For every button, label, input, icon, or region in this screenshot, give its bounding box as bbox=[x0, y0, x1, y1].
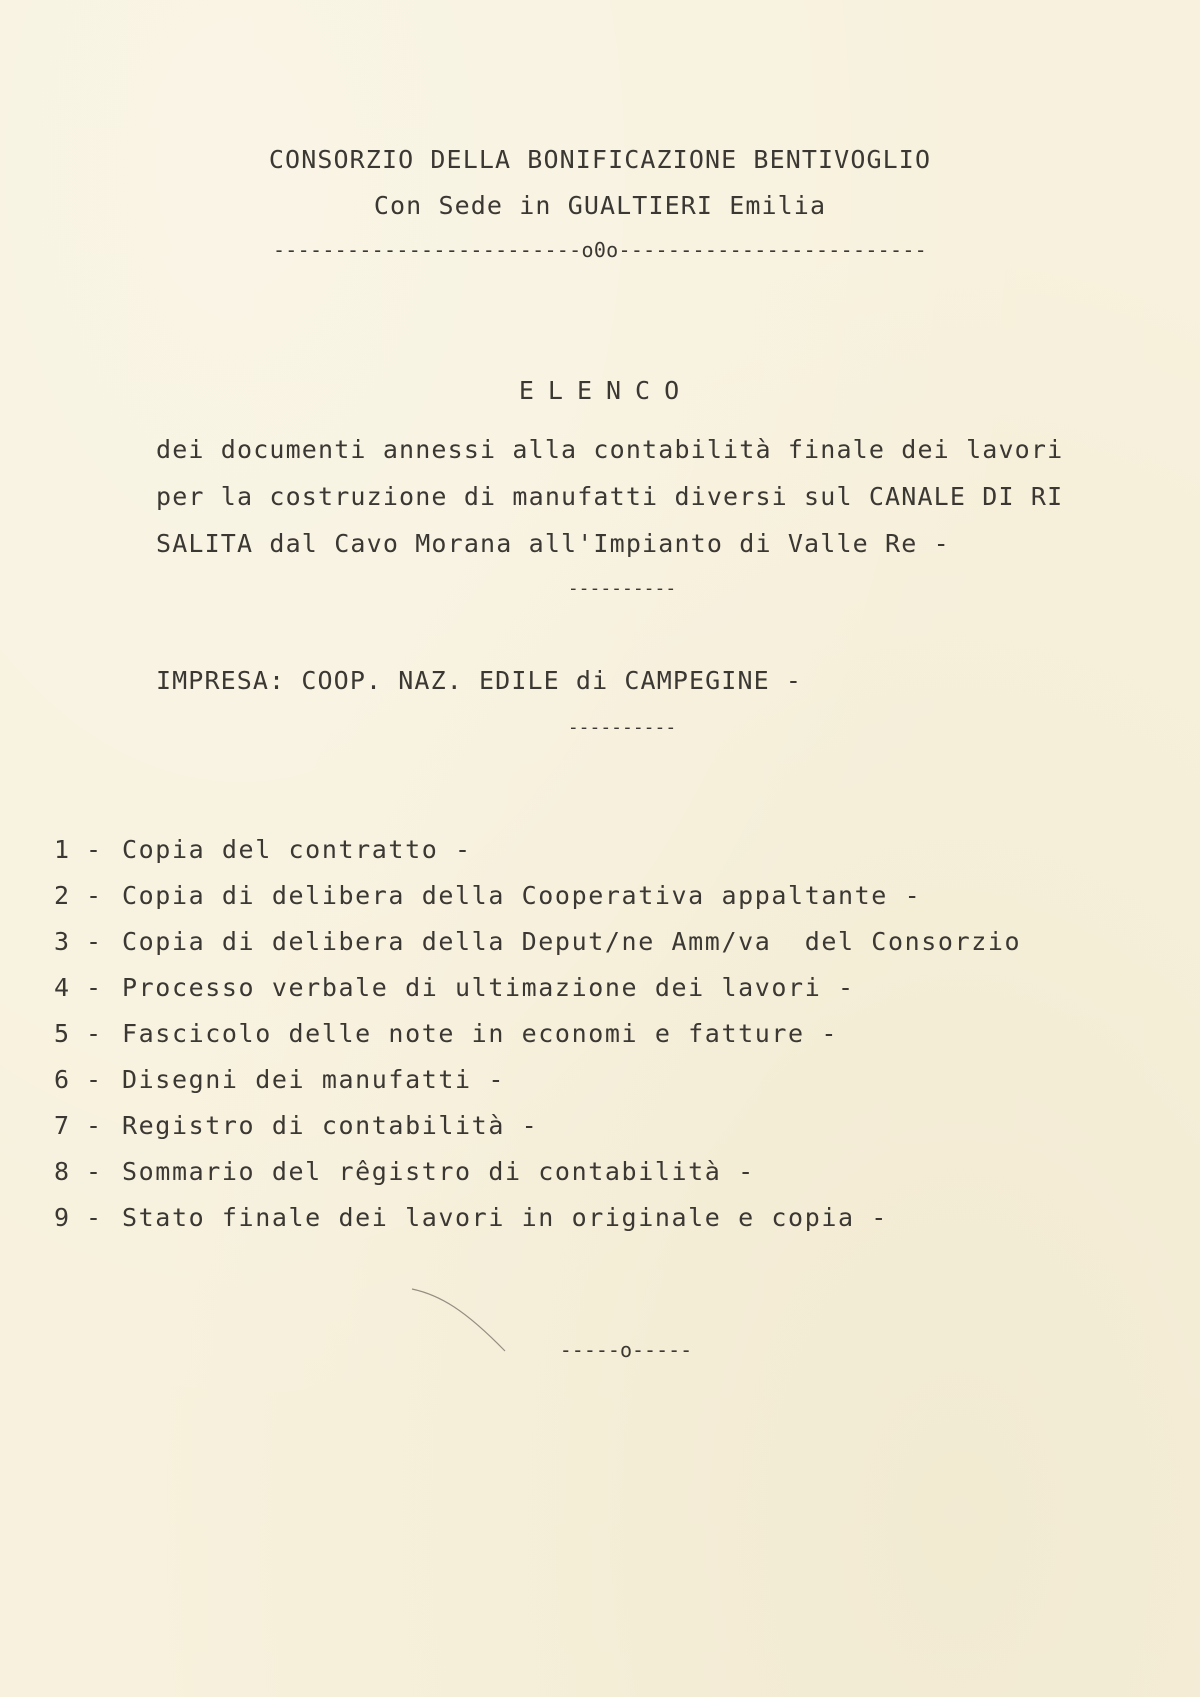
item-number: 4 bbox=[54, 973, 70, 1002]
description-line-1: dei documenti annessi alla contabilità finale dei lavori bbox=[156, 435, 1064, 464]
item-text: Stato finale dei lavori in originale e copia - bbox=[122, 1203, 888, 1232]
item-number: 2 bbox=[54, 881, 70, 910]
company-rule: ---------- bbox=[567, 717, 677, 738]
item-number: 1 bbox=[54, 835, 70, 864]
item-dash: - bbox=[86, 1065, 102, 1094]
org-heading: CONSORZIO DELLA BONIFICAZIONE BENTIVOGLIO bbox=[268, 145, 932, 174]
item-dash: - bbox=[86, 1203, 102, 1232]
item-text: Disegni dei manufatti - bbox=[122, 1065, 505, 1094]
item-number: 7 bbox=[54, 1111, 70, 1140]
description-line-3: SALITA dal Cavo Morana all'Impianto di Valle Re - bbox=[156, 529, 950, 558]
item-number: 6 bbox=[54, 1065, 70, 1094]
item-dash: - bbox=[86, 1111, 102, 1140]
item-text: Fascicolo delle note in economi e fatture - bbox=[122, 1019, 839, 1048]
item-number: 5 bbox=[54, 1019, 70, 1048]
item-dash: - bbox=[86, 835, 102, 864]
item-number: 8 bbox=[54, 1157, 70, 1186]
item-dash: - bbox=[86, 973, 102, 1002]
description-line-2: per la costruzione di manufatti diversi sul CANALE DI RI bbox=[156, 482, 1064, 511]
item-text: Processo verbale di ultimazione dei lavori - bbox=[122, 973, 855, 1002]
header-divider: -------------------------o0o------------------------- bbox=[272, 238, 928, 262]
item-dash: - bbox=[86, 1019, 102, 1048]
footer-divider: -----o----- bbox=[559, 1338, 693, 1362]
item-text: Sommario del rêgistro di contabilità - bbox=[122, 1157, 755, 1186]
item-text: Copia del contratto - bbox=[122, 835, 472, 864]
item-dash: - bbox=[86, 881, 102, 910]
document-title: ELENCO bbox=[518, 376, 694, 405]
item-number: 3 bbox=[54, 927, 70, 956]
item-dash: - bbox=[86, 1157, 102, 1186]
item-dash: - bbox=[86, 927, 102, 956]
item-text: Copia di delibera della Cooperativa appaltante - bbox=[122, 881, 922, 910]
item-text: Copia di delibera della Deput/ne Amm/va del Consorzio bbox=[122, 927, 1022, 956]
item-number: 9 bbox=[54, 1203, 70, 1232]
seat-line: Con Sede in GUALTIERI Emilia bbox=[373, 191, 827, 220]
company-line: IMPRESA: COOP. NAZ. EDILE di CAMPEGINE - bbox=[156, 666, 803, 695]
item-text: Registro di contabilità - bbox=[122, 1111, 539, 1140]
description-rule: ---------- bbox=[567, 578, 677, 599]
